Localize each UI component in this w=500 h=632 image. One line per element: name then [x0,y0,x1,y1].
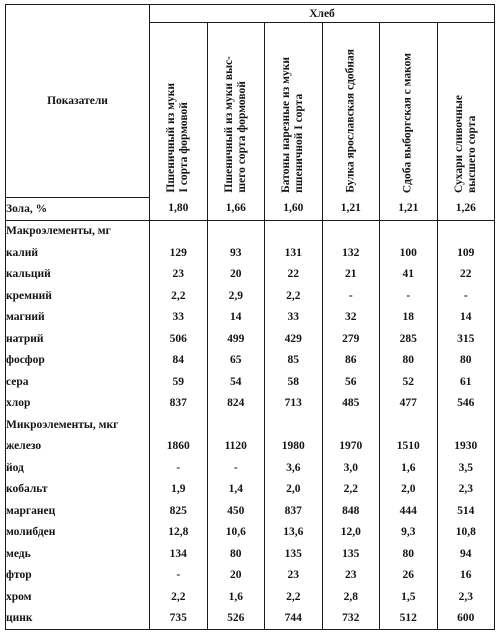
table-cell: 20 [207,565,265,587]
table-row [6,414,495,436]
table-row [6,393,495,415]
table-cell: 134 [150,543,208,565]
table-cell: 279 [322,328,380,350]
table-cell: 732 [322,608,380,630]
table-cell: 23 [265,565,323,587]
table-cell: - [150,565,208,587]
row-label: Зола, % [6,197,150,220]
table-cell: 2,2 [150,285,208,307]
column-header-4 [322,23,380,198]
table-cell: 94 [437,543,495,565]
row-label: молибден [6,522,150,544]
table-cell: 23 [150,264,208,286]
table-cell: 100 [380,242,438,264]
table-cell: 10,8 [437,522,495,544]
table-cell: 1860 [150,436,208,458]
table-cell [437,220,495,242]
table-cell: 22 [437,264,495,286]
table-cell: 65 [207,350,265,372]
table-cell: 3,0 [322,457,380,479]
table-cell: 2,0 [380,479,438,501]
column-header-6 [437,23,495,198]
table-cell: 85 [265,350,323,372]
table-cell: 3,5 [437,457,495,479]
table-cell [207,220,265,242]
table-cell: 2,2 [265,586,323,608]
table-row [6,328,495,350]
table-cell [150,414,208,436]
table-cell: 10,6 [207,522,265,544]
table-cell: 450 [207,500,265,522]
table-cell: 22 [265,264,323,286]
table-cell: 429 [265,328,323,350]
column-header-label: Пшеничный из муки I сорта формовой [165,83,191,193]
table-cell: 33 [150,307,208,329]
table-cell: 546 [437,393,495,415]
table-cell: 56 [322,371,380,393]
table-cell: 1,6 [380,457,438,479]
table-row [6,522,495,544]
table-row [6,285,495,307]
table-cell: 54 [207,371,265,393]
table-cell: 135 [322,543,380,565]
row-label: цинк [6,608,150,630]
table-cell: 1,80 [150,197,208,220]
table-cell [207,414,265,436]
table-cell: 848 [322,500,380,522]
table-row [6,307,495,329]
table-cell: 14 [437,307,495,329]
table-cell: - [207,457,265,479]
table-cell [322,414,380,436]
table-cell: 526 [207,608,265,630]
table-row [6,371,495,393]
row-label: кобальт [6,479,150,501]
table-cell: 41 [380,264,438,286]
table-cell: 499 [207,328,265,350]
table-cell: 132 [322,242,380,264]
table-cell: 131 [265,242,323,264]
indicator-header [6,5,150,198]
table-cell: 3,6 [265,457,323,479]
table-cell: 1,60 [265,197,323,220]
table-cell: 129 [150,242,208,264]
table-cell: 735 [150,608,208,630]
row-label: кремний [6,285,150,307]
table-cell: 1,9 [150,479,208,501]
table-cell: 13,6 [265,522,323,544]
table-row [6,586,495,608]
table-row [6,457,495,479]
table-cell: 444 [380,500,438,522]
table-body [6,197,495,630]
table-cell: - [380,285,438,307]
table-cell: 1,26 [437,197,495,220]
table-cell: 33 [265,307,323,329]
table-cell: 1120 [207,436,265,458]
table-cell: 285 [380,328,438,350]
table-cell [380,220,438,242]
row-label: фосфор [6,350,150,372]
table-row [6,608,495,630]
table-cell [265,414,323,436]
table-row [6,264,495,286]
table-cell: 1,4 [207,479,265,501]
table-row [6,436,495,458]
row-label: медь [6,543,150,565]
table-cell [437,414,495,436]
table-cell: 93 [207,242,265,264]
table-cell: 2,0 [265,479,323,501]
column-header-label: Батоны нарезные из муки пшеничной I сорта [280,57,306,193]
row-label: марганец [6,500,150,522]
table-cell: 52 [380,371,438,393]
table-cell: 86 [322,350,380,372]
table-row [6,197,495,220]
table-cell: 21 [322,264,380,286]
table-cell: 80 [207,543,265,565]
table-cell: 2,8 [322,586,380,608]
column-header-label: Сдоба выборгская с маком [401,52,414,193]
table-cell: 825 [150,500,208,522]
table-cell: 80 [380,350,438,372]
table-cell: 506 [150,328,208,350]
section-label: Микроэлементы, мкг [6,414,150,436]
table-cell: 84 [150,350,208,372]
row-label: хром [6,586,150,608]
table-cell [380,414,438,436]
table-cell: - [322,285,380,307]
table-cell [265,220,323,242]
table-cell: 600 [437,608,495,630]
row-label: кальций [6,264,150,286]
table-row [6,220,495,242]
table-cell: 2,3 [437,586,495,608]
table-cell: 23 [322,565,380,587]
row-label: железо [6,436,150,458]
table-cell: 2,3 [437,479,495,501]
table-cell: - [150,457,208,479]
table-cell: 1,5 [380,586,438,608]
table-cell [322,220,380,242]
column-header-2 [207,23,265,198]
table-cell: 1980 [265,436,323,458]
table-cell: 485 [322,393,380,415]
table-cell: 58 [265,371,323,393]
table-row [6,500,495,522]
table-cell: 9,3 [380,522,438,544]
row-label: йод [6,457,150,479]
table-cell: 1,66 [207,197,265,220]
table-cell: 80 [437,350,495,372]
table-header [6,5,495,198]
table-cell: 135 [265,543,323,565]
row-label: сера [6,371,150,393]
column-header-1 [150,23,208,198]
table-row [6,565,495,587]
table-row [6,242,495,264]
table-cell: 2,2 [150,586,208,608]
table-cell: 1,6 [207,586,265,608]
table-cell: 2,2 [265,285,323,307]
table-cell: 18 [380,307,438,329]
table-cell: 1,21 [380,197,438,220]
table-cell: 20 [207,264,265,286]
table-cell: 109 [437,242,495,264]
table-cell: 477 [380,393,438,415]
table-cell: 12,0 [322,522,380,544]
bread-group-label: Хлеб [309,7,335,20]
table-cell: - [437,285,495,307]
table-row [6,350,495,372]
table-cell: 1970 [322,436,380,458]
row-label: фтор [6,565,150,587]
indicator-label: Показатели [47,94,108,107]
column-header-5 [380,23,438,198]
table-cell: 1,21 [322,197,380,220]
table-cell: 514 [437,500,495,522]
table-cell: 59 [150,371,208,393]
table-cell: 744 [265,608,323,630]
row-label: калий [6,242,150,264]
table-row [6,479,495,501]
column-header-label: Пшеничный из муки выс- шего сорта формовой [222,56,248,193]
table-cell: 32 [322,307,380,329]
table-cell: 1510 [380,436,438,458]
table-cell: 837 [150,393,208,415]
table-cell: 512 [380,608,438,630]
table-cell: 16 [437,565,495,587]
table-cell [150,220,208,242]
table-cell: 2,2 [322,479,380,501]
table-cell: 61 [437,371,495,393]
table-cell: 315 [437,328,495,350]
table-cell: 14 [207,307,265,329]
table-cell: 12,8 [150,522,208,544]
table-cell: 713 [265,393,323,415]
column-header-label: Булка ярославская сдобная [344,49,357,193]
bread-group-header [150,5,495,23]
column-header-label: Сухари сливочные высшего сорта [452,95,478,193]
section-label: Макроэлементы, мг [6,220,150,242]
table-cell: 26 [380,565,438,587]
nutrient-table [5,4,495,630]
table-cell: 2,9 [207,285,265,307]
table-cell: 824 [207,393,265,415]
column-header-3 [265,23,323,198]
row-label: магний [6,307,150,329]
row-label: натрий [6,328,150,350]
table-cell: 80 [380,543,438,565]
row-label: хлор [6,393,150,415]
table-cell: 1930 [437,436,495,458]
table-row [6,543,495,565]
table-cell: 837 [265,500,323,522]
